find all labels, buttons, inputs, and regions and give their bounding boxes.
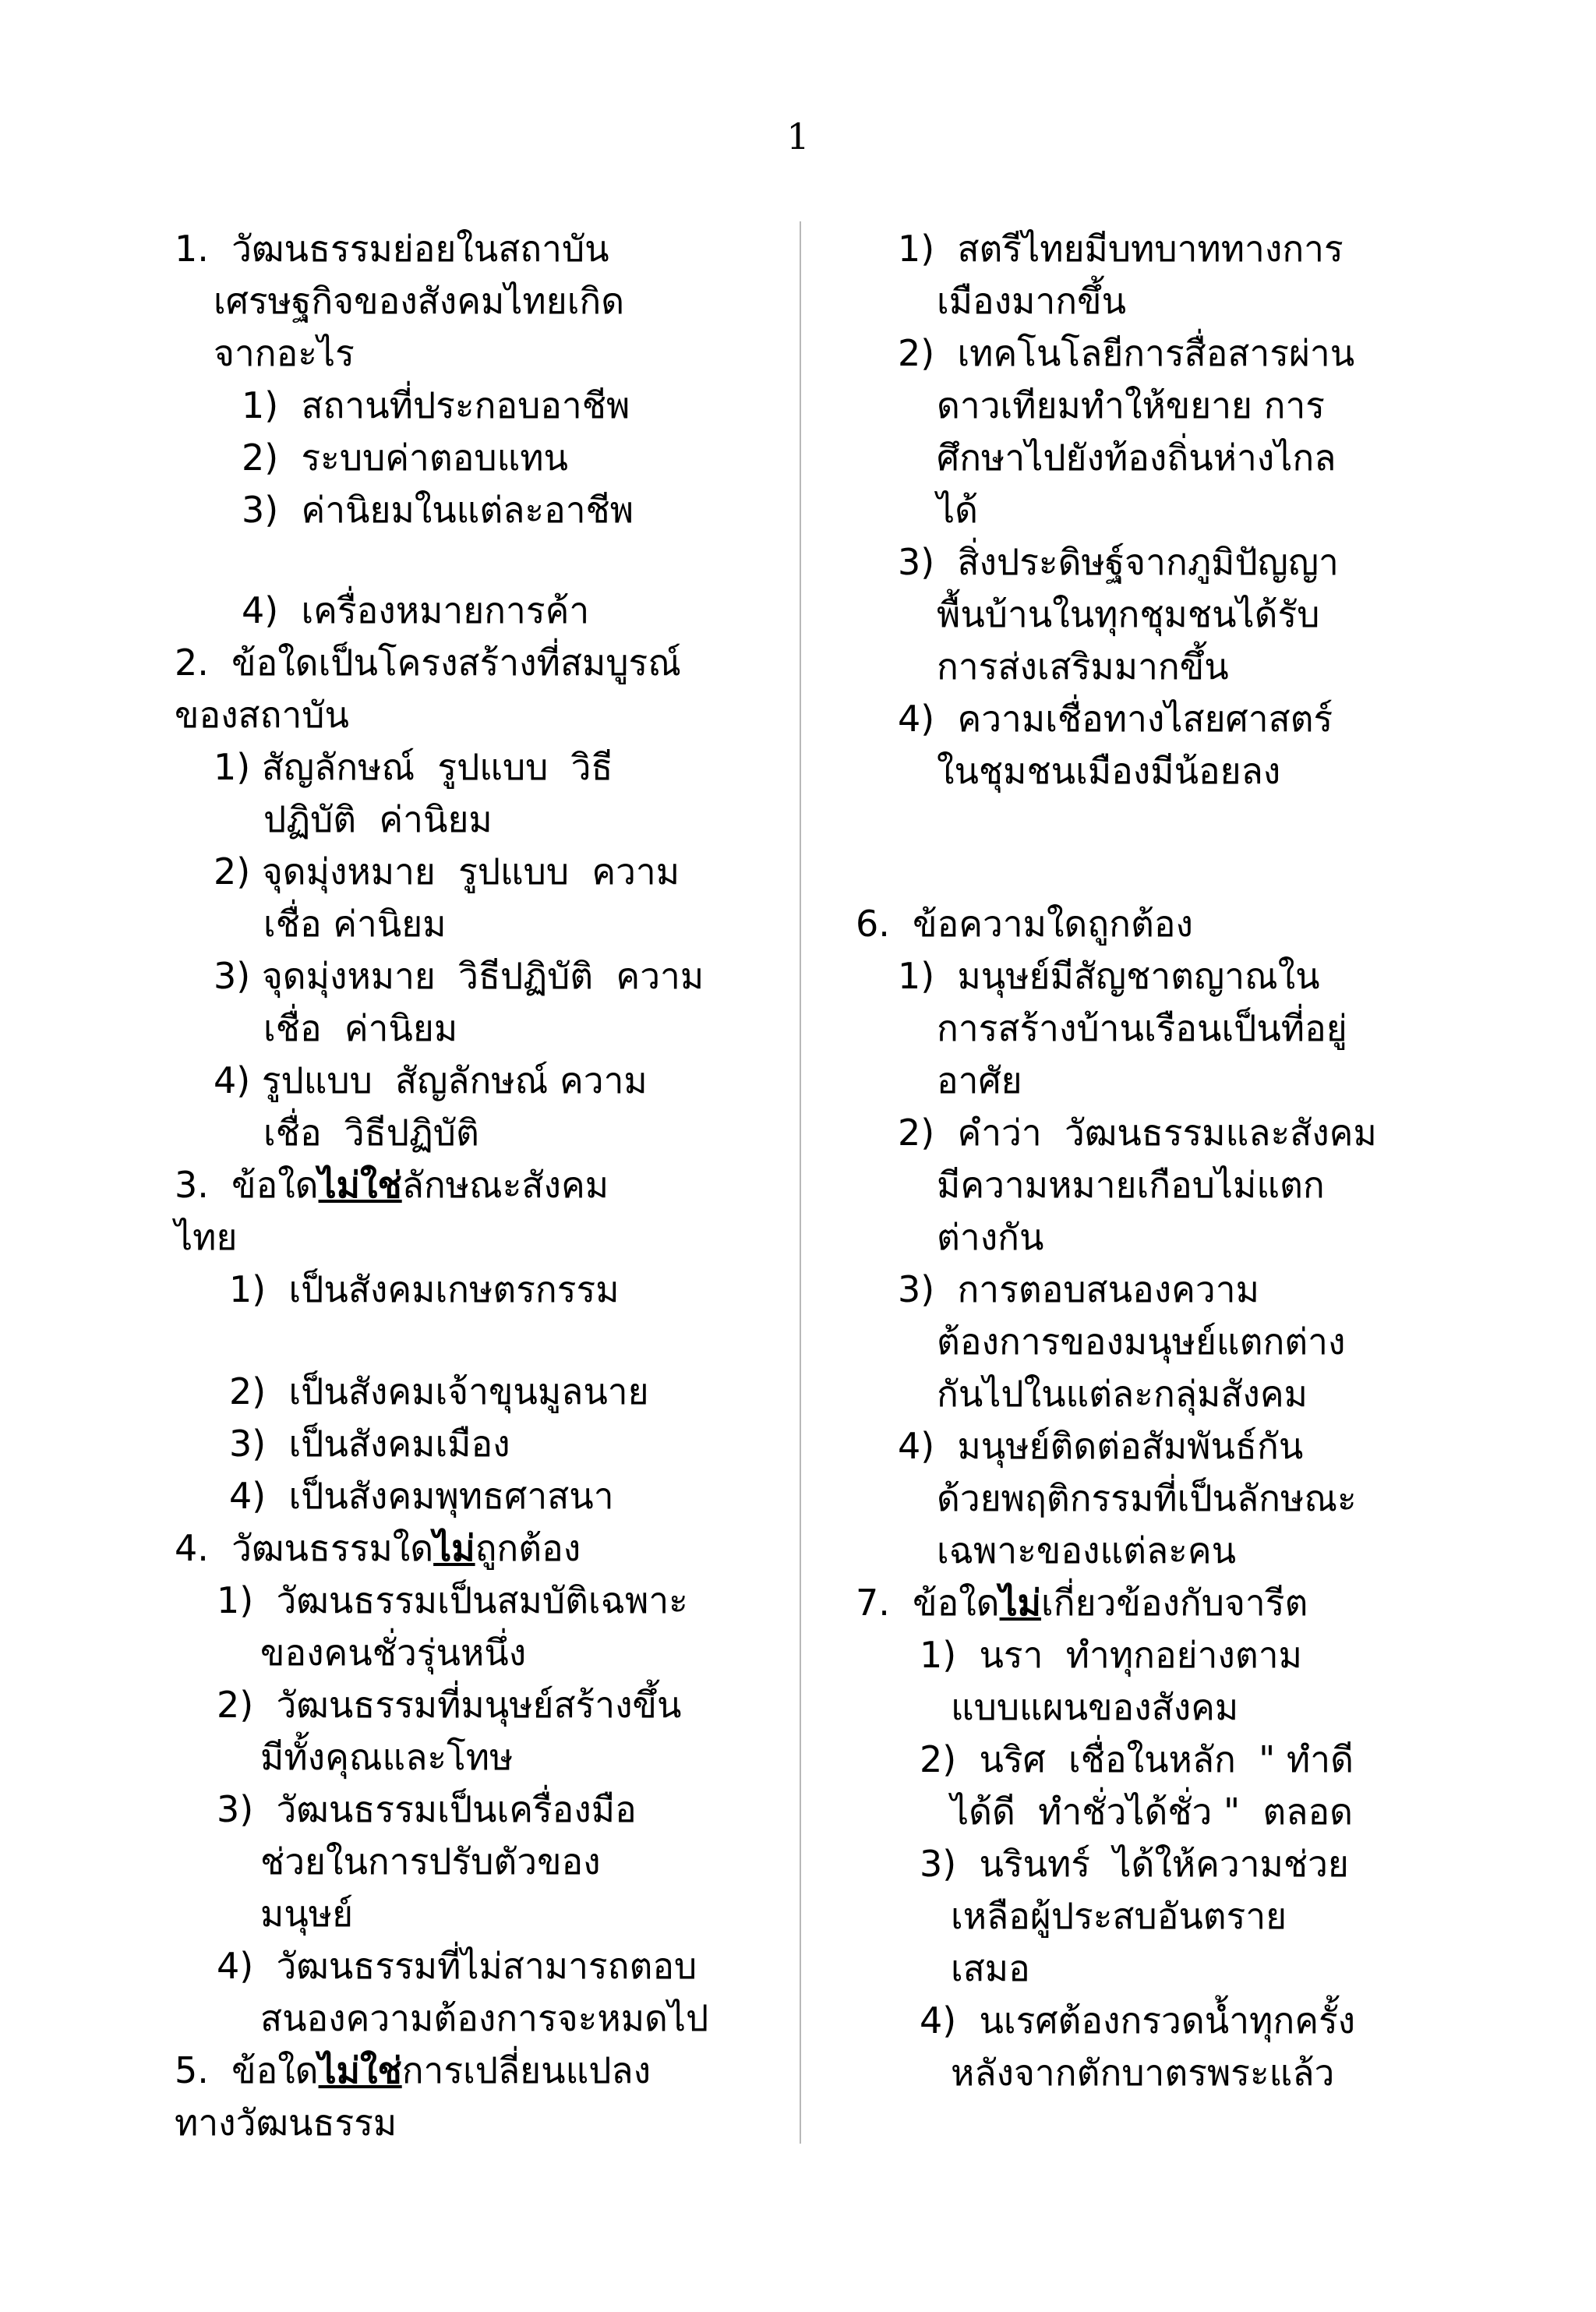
question-6-option-3-cont-2: กันไปในแต่ละกลุ่มสังคม: [937, 1373, 1308, 1415]
question-6-line-1: 6. ข้อความใดถูกต้อง: [856, 903, 1193, 945]
question-5-option-2-cont: ดาวเทียมทำให้ขยาย การ: [937, 384, 1325, 426]
question-6-option-3-cont: ต้องการของมนุษย์แตกต่าง: [937, 1320, 1346, 1363]
question-7-line-1: [856, 1577, 1308, 1628]
question-7-option-4-cont: หลังจากตักบาตรพระแล้ว: [951, 2052, 1335, 2094]
question-7-option-1: 1) นรา ทำทุกอย่างตาม: [920, 1634, 1302, 1676]
question-7-option-2: 2) นริศ เชื่อในหลัก " ทำดี: [920, 1738, 1354, 1780]
question-4-option-3-cont-2: มนุษย์: [260, 1893, 354, 1935]
question-2-line-1: 2. ข้อใดเป็นโครงสร้างที่สมบูรณ์: [175, 642, 681, 684]
question-1-line-3: จากอะไร: [214, 332, 355, 374]
question-4-option-2-cont: มีทั้งคุณและโทษ: [260, 1736, 514, 1778]
question-6-option-4-cont-2: เฉพาะของแต่ละคน: [937, 1529, 1237, 1571]
question-3-option-3: 3) เป็นสังคมเมือง: [229, 1423, 510, 1465]
question-5-option-2: 2) เทคโนโลยีการสื่อสารผ่าน: [898, 332, 1355, 374]
page-number: 1: [786, 115, 810, 157]
question-6-option-1-cont: การสร้างบ้านเรือนเป็นที่อยู่: [937, 1007, 1347, 1049]
question-4-line-1: [175, 1522, 581, 1574]
question-2-option-1: 1) สัญลักษณ์ รูปแบบ วิธี: [214, 746, 613, 788]
question-5-option-1: 1) สตรีไทยมีบทบาททางการ: [898, 228, 1344, 270]
question-4-option-4: 4) วัฒนธรรมที่ไม่สามารถตอบ: [217, 1945, 697, 1987]
question-7-option-1-cont: แบบแผนของสังคม: [951, 1686, 1239, 1728]
question-5-line-1: [175, 2045, 651, 2096]
column-divider: [800, 221, 801, 2144]
question-7-option-3-cont-2: เสมอ: [951, 1947, 1030, 1989]
question-6-option-4-cont: ด้วยพฤติกรรมที่เป็นลักษณะ: [937, 1477, 1357, 1519]
question-1-option-2: 2) ระบบค่าตอบแทน: [242, 437, 568, 479]
question-2-option-3-cont: เชื่อ ค่านิยม: [263, 1007, 458, 1049]
question-5-option-2-cont-3: ได้: [937, 489, 979, 531]
question-5-line-2: ทางวัฒนธรรม: [175, 2102, 397, 2144]
question-7-emphasis: ไม่: [999, 1582, 1042, 1624]
question-3-suffix: ลักษณะสังคม: [401, 1164, 609, 1206]
question-2-option-4-cont: เชื่อ วิธีปฏิบัติ: [263, 1112, 479, 1154]
question-3-emphasis: ไม่ใช่: [318, 1164, 402, 1206]
question-6-option-1-cont-2: อาศัย: [937, 1059, 1022, 1101]
question-3-option-2: 2) เป็นสังคมเจ้าขุนมูลนาย: [229, 1370, 649, 1412]
question-4-option-2: 2) วัฒนธรรมที่มนุษย์สร้างขึ้น: [217, 1684, 682, 1726]
question-5-option-2-cont-2: ศึกษาไปยังท้องถิ่นห่างไกล: [937, 437, 1336, 479]
question-4-option-3-cont: ช่วยในการปรับตัวของ: [260, 1840, 601, 1882]
question-3-option-1: 1) เป็นสังคมเกษตรกรรม: [229, 1268, 620, 1310]
question-5-option-3-cont-2: การส่งเสริมมากขึ้น: [937, 645, 1229, 688]
question-1-option-4: 4) เครื่องหมายการค้า: [242, 589, 590, 631]
question-4-option-1-cont: ของคนชั่วรุ่นหนึ่ง: [260, 1631, 527, 1674]
question-2-option-4: 4) รูปแบบ สัญลักษณ์ ความ: [214, 1059, 648, 1101]
question-3-line-2: ไทย: [175, 1216, 238, 1258]
question-6-option-2: 2) คำว่า วัฒนธรรมและสังคม: [898, 1112, 1377, 1154]
question-5-option-4: 4) ความเชื่อทางไสยศาสตร์: [898, 698, 1333, 740]
question-2-option-2: 2) จุดมุ่งหมาย รูปแบบ ความ: [214, 850, 680, 893]
question-1-option-3: 3) ค่านิยมในแต่ละอาชีพ: [242, 489, 634, 531]
question-6-option-2-cont: มีความหมายเกือบไม่แตก: [937, 1164, 1325, 1206]
question-2-line-2: ของสถาบัน: [175, 694, 349, 736]
question-5-option-3-cont: พื้นบ้านในทุกชุมชนได้รับ: [937, 593, 1320, 635]
question-4-option-3: 3) วัฒนธรรมเป็นเครื่องมือ: [217, 1788, 637, 1830]
question-4-option-1: 1) วัฒนธรรมเป็นสมบัติเฉพาะ: [217, 1579, 688, 1621]
question-7-option-2-cont: ได้ดี ทำชั่วได้ชั่ว " ตลอด: [951, 1791, 1353, 1833]
question-7-option-3-cont: เหลือผู้ประสบอันตราย: [951, 1895, 1287, 1937]
question-2-option-3: 3) จุดมุ่งหมาย วิธีปฏิบัติ ความ: [214, 955, 704, 997]
question-5-emphasis: ไม่ใช่: [318, 2049, 402, 2091]
question-5-option-4-cont: ในชุมชนเมืองมีน้อยลง: [937, 750, 1281, 792]
question-3-option-4: 4) เป็นสังคมพุทธศาสนา: [229, 1475, 614, 1517]
question-2-option-1-cont: ปฏิบัติ ค่านิยม: [263, 798, 493, 840]
question-3-prefix: 3. ข้อใด: [175, 1164, 319, 1206]
question-6-option-1: 1) มนุษย์มีสัญชาตญาณใน: [898, 955, 1320, 997]
question-7-option-4: 4) นเรศต้องกรวดน้ำทุกครั้ง: [920, 1999, 1356, 2042]
question-4-option-4-cont: สนองความต้องการจะหมดไป: [260, 1997, 709, 2039]
question-1-line-1: 1. วัฒนธรรมย่อยในสถาบัน: [175, 228, 609, 270]
question-2-option-2-cont: เชื่อ ค่านิยม: [263, 903, 447, 945]
question-4-emphasis: ไม่: [433, 1527, 475, 1569]
question-1-line-2: เศรษฐกิจของสังคมไทยเกิด: [214, 280, 625, 322]
question-7-suffix: เกี่ยวข้องกับจารีต: [1041, 1582, 1308, 1624]
question-4-prefix: 4. วัฒนธรรมใด: [175, 1527, 434, 1569]
question-7-option-3: 3) นรินทร์ ได้ให้ความช่วย: [920, 1843, 1349, 1885]
question-5-option-3: 3) สิ่งประดิษฐ์จากภูมิปัญญา: [898, 541, 1339, 583]
question-6-option-4: 4) มนุษย์ติดต่อสัมพันธ์กัน: [898, 1425, 1304, 1467]
question-5-option-1-cont: เมืองมากขึ้น: [937, 280, 1127, 322]
question-7-prefix: 7. ข้อใด: [856, 1582, 1000, 1624]
question-5-suffix: การเปลี่ยนแปลง: [401, 2049, 651, 2091]
question-3-line-1: [175, 1159, 609, 1211]
question-4-suffix: ถูกต้อง: [475, 1527, 581, 1569]
question-6-option-3: 3) การตอบสนองความ: [898, 1268, 1259, 1310]
question-5-prefix: 5. ข้อใด: [175, 2049, 319, 2091]
question-6-option-2-cont-2: ต่างกัน: [937, 1216, 1044, 1258]
question-1-option-1: 1) สถานที่ประกอบอาชีพ: [242, 384, 630, 426]
